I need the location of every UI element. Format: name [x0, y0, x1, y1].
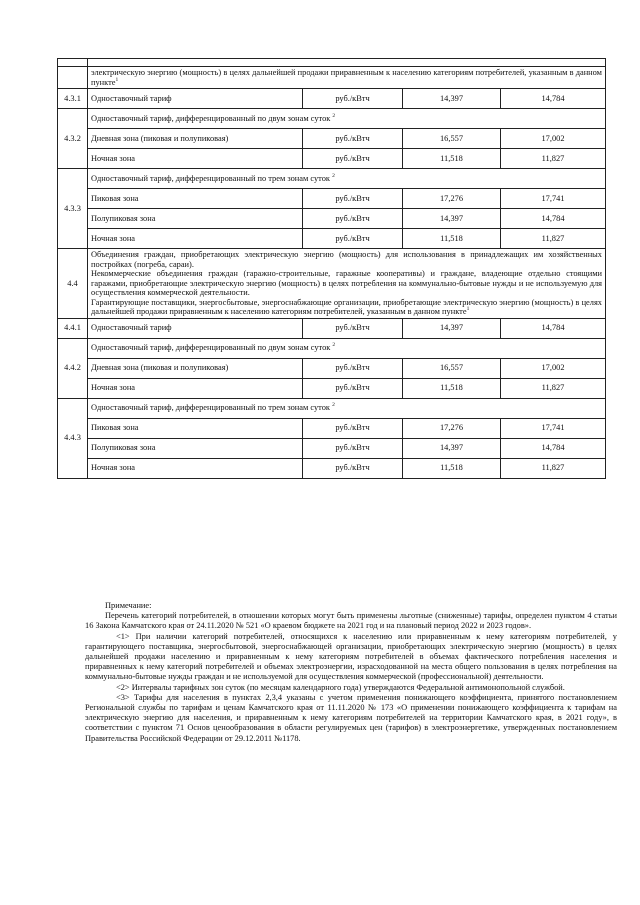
value-2021-h1: 14,397 — [403, 89, 501, 109]
zone-label: Дневная зона (пиковая и полупиковая) — [88, 358, 303, 378]
table-row — [58, 109, 606, 129]
table-row — [58, 59, 606, 67]
table-row — [58, 229, 606, 249]
unit: руб./кВтч — [303, 149, 403, 169]
value-2021-h1: 11,518 — [403, 229, 501, 249]
row-number: 4.4 — [58, 249, 88, 319]
value-2021-h2: 17,741 — [501, 189, 606, 209]
unit: руб./кВтч — [303, 378, 403, 398]
unit: руб./кВтч — [303, 189, 403, 209]
value-2021-h2: 14,784 — [501, 318, 606, 338]
table-row — [58, 418, 606, 438]
row-number: 4.4.1 — [58, 318, 88, 338]
table-row — [58, 149, 606, 169]
table-row — [58, 67, 606, 89]
footnote-3: <3> Тарифы для населения в пунктах 2,3,4 указаны с учетом применения понижающего коэффициента, принятого постановлением Региональной службы по тарифам и ценам Камчатского края от 11.11.2020 № 173 «О применении понижающего коэффициента к тарифам на электрическую энергию для населения, и приравненным к нему категориям потребителей на территории Камчатского края, в 2021 году», в соответствии с пунктом 71 Основ ценообразования в области регулируемых цен (тарифов) в электроэнергетике, утвержденных постановлением Правительства Российской Федерации от 29.12.2011 №1178. — [85, 692, 617, 743]
cell — [58, 59, 88, 67]
zone-label: Дневная зона (пиковая и полупиковая) — [88, 129, 303, 149]
unit: руб./кВтч — [303, 418, 403, 438]
zone-label: Ночная зона — [88, 149, 303, 169]
cell — [88, 59, 606, 67]
tariff-label: Одноставочный тариф, дифференцированный по трем зонам суток $^2$ — [88, 169, 606, 189]
row-number: 4.3.3 — [58, 169, 88, 249]
value-2021-h2: 17,002 — [501, 358, 606, 378]
value-2021-h1: 14,397 — [403, 318, 501, 338]
notes-section — [85, 601, 617, 744]
document-page — [57, 58, 605, 479]
value-2021-h2: 14,784 — [501, 89, 606, 109]
tariff-label: Одноставочный тариф, дифференцированный по двум зонам суток $^2$ — [88, 109, 606, 129]
cell — [58, 67, 88, 89]
table-row — [58, 189, 606, 209]
unit: руб./кВтч — [303, 458, 403, 478]
notes-heading: Примечание: — [105, 601, 152, 610]
value-2021-h1: 14,397 — [403, 438, 501, 458]
unit: руб./кВтч — [303, 358, 403, 378]
notes-intro: Перечень категорий потребителей, в отношении которых могут быть применены льготные (сниженные) тарифы, определен пунктом 4 статьи 16 Закона Камчатского края от 24.11.2020 № 521 «О краевом бюджете на 2021 год и на плановый период 2022 и 2023 годов». — [85, 611, 617, 631]
unit: руб./кВтч — [303, 89, 403, 109]
row-number: 4.3.1 — [58, 89, 88, 109]
category-text: электрическую энергию (мощность) в целях дальнейшей продажи приравненным к населению категориям потребителей, указанным в данном пункте$^1$ — [88, 67, 606, 89]
value-2021-h2: 17,741 — [501, 418, 606, 438]
unit: руб./кВтч — [303, 438, 403, 458]
zone-label: Ночная зона — [88, 458, 303, 478]
zone-label: Ночная зона — [88, 229, 303, 249]
value-2021-h1: 11,518 — [403, 149, 501, 169]
zone-label: Полупиковая зона — [88, 209, 303, 229]
table-row — [58, 398, 606, 418]
table-row — [58, 458, 606, 478]
footnote-1: <1> При наличии категорий потребителей, относящихся к населению или приравненным к нему категориям потребителей, у гарантирующего поставщика, энергосбытовой, энергоснабжающей организации, приобретающих электрическую энергию (мощность) в целях дальнейшей продажи населению и приравненным к нему категориям потребителей в объемах фактического потребления населения и приравненных к нему категорий потребителей и объемах электроэнергии, израсходованной на места общего пользования в целях потребления на коммунально-бытовые нужды граждан и не используемой для осуществления коммерческой (профессиональной) деятельности. — [85, 631, 617, 682]
table-row — [58, 438, 606, 458]
value-2021-h1: 17,276 — [403, 418, 501, 438]
value-2021-h2: 17,002 — [501, 129, 606, 149]
value-2021-h2: 14,784 — [501, 209, 606, 229]
table-row — [58, 358, 606, 378]
table-row — [58, 89, 606, 109]
zone-label: Полупиковая зона — [88, 438, 303, 458]
value-2021-h1: 16,557 — [403, 358, 501, 378]
unit: руб./кВтч — [303, 209, 403, 229]
row-number: 4.4.3 — [58, 398, 88, 478]
table-row — [58, 209, 606, 229]
value-2021-h2: 11,827 — [501, 378, 606, 398]
category-text: Объединения граждан, приобретающих электрическую энергию (мощность) для использования в принадлежащих им хозяйственных постройках (погреба, сараи). Некоммерческие объединения граждан (гаражно-строительные, гаражные кооперативы) и граждане, владеющие отдельно стоящими гаражами, приобретающие электрическую энергию (мощность) в целях потребления на коммунально-бытовые нужды и не используемую для осуществления коммерческой деятельности. Гарантирующие поставщики, энергосбытовые, энергоснабжающие организации, приобретающие электрическую энергию (мощность) в целях дальнейшей продажи приравненным к населению категориям потребителей, указанным в данном пункте$^1$ — [88, 249, 606, 319]
zone-label: Пиковая зона — [88, 418, 303, 438]
row-number: 4.4.2 — [58, 338, 88, 398]
row-number: 4.3.2 — [58, 109, 88, 169]
value-2021-h2: 11,827 — [501, 458, 606, 478]
value-2021-h2: 11,827 — [501, 149, 606, 169]
value-2021-h1: 14,397 — [403, 209, 501, 229]
unit: руб./кВтч — [303, 229, 403, 249]
footnote-2: <2> Интервалы тарифных зон суток (по месяцам календарного года) утверждаются Федеральной антимонопольной службой. — [116, 682, 565, 692]
zone-label: Пиковая зона — [88, 189, 303, 209]
value-2021-h1: 11,518 — [403, 458, 501, 478]
tariff-label: Одноставочный тариф, дифференцированный по двум зонам суток $^2$ — [88, 338, 606, 358]
table-row — [58, 318, 606, 338]
unit: руб./кВтч — [303, 129, 403, 149]
table-row — [58, 169, 606, 189]
value-2021-h2: 14,784 — [501, 438, 606, 458]
value-2021-h1: 16,557 — [403, 129, 501, 149]
tariff-label: Одноставочный тариф, дифференцированный по трем зонам суток $^2$ — [88, 398, 606, 418]
value-2021-h2: 11,827 — [501, 229, 606, 249]
table-row — [58, 129, 606, 149]
value-2021-h1: 11,518 — [403, 378, 501, 398]
tariff-label: Одноставочный тариф — [88, 89, 303, 109]
tariff-table — [57, 58, 606, 479]
tariff-label: Одноставочный тариф — [88, 318, 303, 338]
table-row — [58, 249, 606, 319]
zone-label: Ночная зона — [88, 378, 303, 398]
unit: руб./кВтч — [303, 318, 403, 338]
value-2021-h1: 17,276 — [403, 189, 501, 209]
table-row — [58, 338, 606, 358]
table-row — [58, 378, 606, 398]
